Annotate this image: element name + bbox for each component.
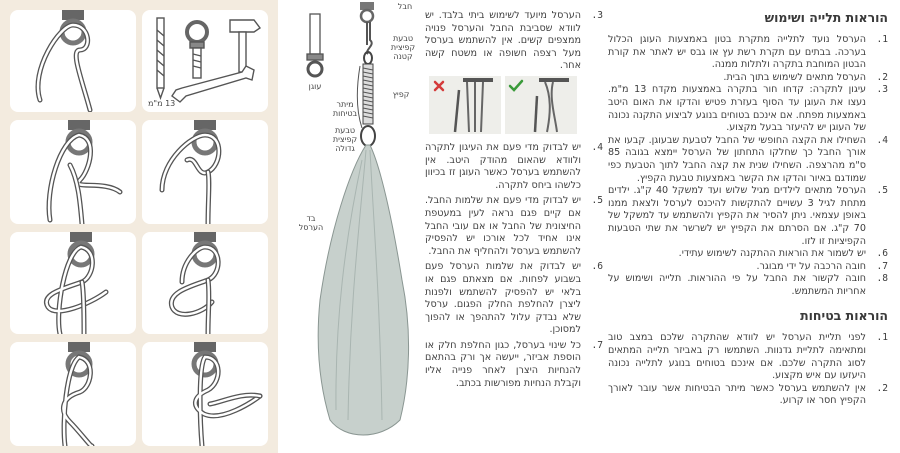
- list-item: 4. השחילו את הקצה החופשי של החבל לטבעת שבעוגן. קבעו את אורך החבל כך שחלקו התחתון של הערסל יימצא בגובה 85 ס"מ מהרצפה. השחילו שנית את קצה החבל לתוך הטבעת כפי שמודגם באיור והדקו את הקשר באמצעות טבעת הקפיץ.: [608, 134, 888, 184]
- list-item: 3. הערסל מיועד לשימוש ביתי בלבד. יש לוודא שסביבת החבל והערסל פנויה ממצפים קשים. אין להשתמש בערסל מעל רצפה חשופה או משטח קשה אחר.: [425, 10, 603, 72]
- list-item: 5. יש לבדוק מדי פעם את שלמות החבל. אם קיים פגם נראה לעין במעטפת החיצונית של החבל או אם עובי החבל אינו אחיד לכל אורכו יש להפסיק להשתמש בערסל ולהחליף את החבל.: [425, 195, 603, 257]
- list-item: 8. חובה לקשור את החבל על פי ההוראות. תלייה ושימוש על אחריות המשתמש.: [608, 273, 888, 297]
- list-item: 7. חובה הרכבה על ידי מבוגר.: [756, 260, 888, 272]
- anchor-icon: [307, 14, 323, 76]
- anchor-bolt-icon: [187, 22, 207, 78]
- spring-icon: [363, 64, 373, 124]
- label-anchor: עוגן: [308, 82, 322, 91]
- tile-knot-step-7: [142, 342, 268, 446]
- hanging-title: הוראות תלייה ושימוש: [764, 10, 888, 25]
- drill-bit-icon: [157, 18, 164, 98]
- list-item: 7. כל שינוי בערסל, כגון החלפת חלק או הוספת אביזר, ייעשה אך ורק בהתאם להנחיות היצרן לאחר פנייה אליו וקבלת הנחיות מפורשות בכתב.: [425, 339, 603, 389]
- label-fabric: בד הערסל: [298, 214, 324, 232]
- list-item: 6. יש לשמור את הוראות ההתקנה לשימוש עתידי.: [678, 248, 888, 260]
- rope-icon: [46, 247, 106, 334]
- tile-knot-step-6: [10, 342, 136, 446]
- list-item: 5. הערסל מתאים לילדים מגיל שלוש ועד למשקל 40 ק"ג. ילדים מתחת לגיל 3 עשויים להתקשות להיכנס לערסל ולצאת ממנו באופן עצמאי. ניתן להסיר את הקפיץ ולהשתמש עד למשקל של 70 ק"ג. אם הסרתם את הקפיץ יש לשרשר את שתי הטבעות הקפיציות זו לזו.: [608, 185, 888, 247]
- tile-knot-step-1: [10, 10, 136, 112]
- label-small-ring: טבעת קפיצית קטנה: [390, 34, 416, 61]
- list-item: 6. יש לבדוק את שלמות הערסל פעם בשבוע לפחות. אם מצאתם פגם או בלאי יש להפסיק להשתמש ולפנות ליצרן להחלפת החלק הפגום. ערסל שלא נבדק עלול להתהפך או להפוך למסוכן.: [425, 261, 603, 336]
- safety-list: [608, 332, 888, 408]
- list-item: 4. יש לבדוק מדי פעם את העיגון לתקרה ולוודא שהאום מהודק היטב. אין להשתמש בערסל כאשר העוגן זז בכיוון כלשהו ביחס לתקרה.: [425, 141, 603, 191]
- middle-list: [425, 10, 603, 73]
- large-ring-icon: [361, 126, 375, 146]
- hammer-icon: [230, 20, 260, 72]
- middle-list-cont: [425, 142, 603, 390]
- cross-icon: [435, 82, 443, 90]
- label-large-ring: טבעת קפיצית גדולה: [332, 126, 358, 153]
- tile-tools: [142, 10, 268, 112]
- rope-icon: [195, 357, 260, 446]
- rope-line: [367, 22, 372, 54]
- list-item: 3. עיגון לתקרה: קדחו חור בתקרה באמצעות מקדח 13 מ"מ. נעצו את העוגן עד הסוף בעזרת פטיש והדקו את האום היטב באמצעות מפתח. אם אינכם בטוחים בנוגע לביצוע התקנה נכונה של העוגן יש להיעזר בבעל מקצוע.: [608, 84, 888, 134]
- safety-title: הוראות בטיחות: [800, 308, 888, 324]
- middle-column: [425, 10, 603, 393]
- wrong-panel: [429, 76, 501, 134]
- knot-steps-grid: [0, 0, 278, 453]
- list-item: 2. אין להשתמש בערסל כאשר מיתר הבטיחות אשר עובר לאורך הקפיץ חסר או קרוע.: [608, 382, 888, 407]
- hammock-diagram: [290, 0, 420, 453]
- hanging-list: [608, 34, 888, 298]
- rope-icon: [162, 135, 219, 224]
- right-panel: [505, 76, 577, 134]
- label-safety-cord: מיתר בטיחות: [332, 100, 358, 118]
- list-item: 1. לפני תליית הערסל יש לוודא שהתקרה שלכם במצב טוב ומתאימה לתליית גדנוות. השתמשו רק באביזר תלייה המתאים לסוג התקרה שלכם. אם אינכם בטוחים בנוגע לתלייה נכונה היעזעו עם איש מקצוע.: [608, 332, 888, 382]
- wrench-icon: [172, 66, 254, 102]
- tile-knot-step-2: [10, 120, 136, 224]
- label-rope: חבל: [397, 2, 413, 11]
- tile-knot-step-5: [142, 232, 268, 334]
- rope-icon: [49, 135, 120, 224]
- hammock-fabric: [318, 145, 408, 435]
- drill-size-label: 13 מ"מ: [148, 99, 176, 108]
- right-wrong-illustration: [429, 76, 577, 134]
- check-icon: [510, 81, 522, 90]
- list-item: 2. הערסל מתאים לשימוש בתוך הבית.: [723, 71, 888, 83]
- list-item: 1. הערסל נועד לתלייה מתקרת בטון באמצעות העוגן הכלול בערכה. בבתים עם תקרת רשת עץ או גבס יש לאתר את קורת הבטון המוחבת בתקרה ולתלות ממנה.: [608, 34, 888, 71]
- label-spring: קפיץ: [392, 90, 410, 99]
- tile-knot-step-3: [142, 120, 268, 224]
- right-column: [608, 10, 888, 408]
- tile-knot-step-4: [10, 232, 136, 334]
